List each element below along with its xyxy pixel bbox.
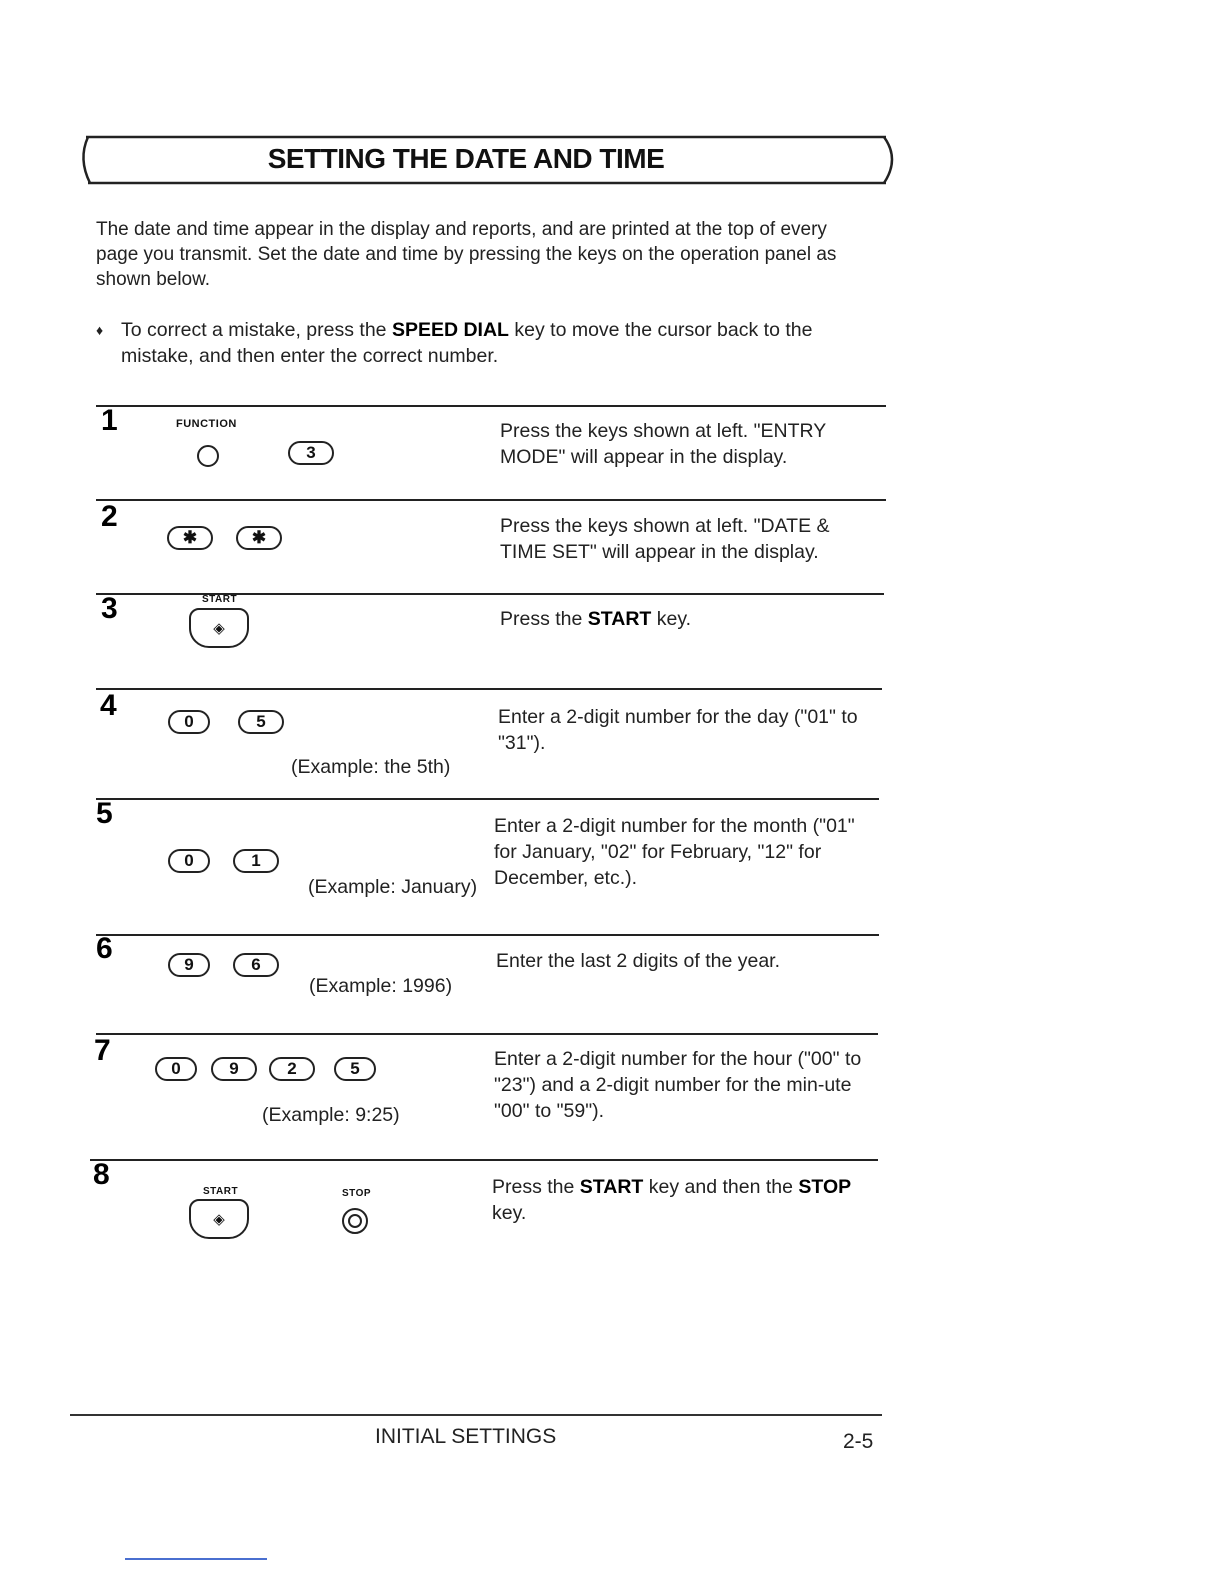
step-description: Enter a 2-digit number for the hour ("00" to "23") and a 2-digit number for the min-ute "00" to "59"). xyxy=(494,1048,862,1122)
key-5-icon: 5 xyxy=(334,1057,376,1081)
step-divider xyxy=(96,688,882,690)
function-key-label: FUNCTION xyxy=(176,418,237,430)
key-3-icon: 3 xyxy=(288,441,334,465)
key-0-icon: 0 xyxy=(168,849,210,873)
asterisk-key-icon: ✱ xyxy=(236,526,282,550)
step-divider xyxy=(96,934,879,936)
tip-text: To correct a mistake, press the SPEED DIAL key to move the cursor back to the mistake, and then enter the correct number. xyxy=(121,319,813,367)
example-note: (Example: 1996) xyxy=(309,975,453,997)
step-divider xyxy=(96,798,879,800)
example-note: (Example: the 5th) xyxy=(291,756,451,778)
intro-paragraph: The date and time appear in the display and reports, and are printed at the top of every page you transmit. Set the date and time by pressing the keys on the operation panel as shown below. xyxy=(96,219,837,290)
page-number: 2-5 xyxy=(843,1430,874,1453)
step-number: 1 xyxy=(101,404,118,437)
start-key-label: START xyxy=(202,594,238,605)
step-number: 5 xyxy=(96,797,113,830)
step-number: 6 xyxy=(96,932,113,965)
stop-key-icon xyxy=(342,1208,368,1234)
step-description: Enter the last 2 digits of the year. xyxy=(496,950,780,972)
footer-section-title: INITIAL SETTINGS xyxy=(375,1425,557,1448)
key-5-icon: 5 xyxy=(238,710,284,734)
step-number: 8 xyxy=(93,1158,110,1191)
step-number: 3 xyxy=(101,592,118,625)
step-description: Press the keys shown at left. "DATE & TIME SET" will appear in the display. xyxy=(500,515,830,563)
example-note: (Example: January) xyxy=(308,876,478,898)
speed-dial-key-name: SPEED DIAL xyxy=(391,319,509,341)
step-number: 2 xyxy=(101,500,118,533)
stop-key-label: STOP xyxy=(342,1188,372,1199)
tip-bullet xyxy=(96,317,866,369)
title-bar xyxy=(76,133,898,189)
key-9-icon: 9 xyxy=(168,953,210,977)
asterisk-key-icon: ✱ xyxy=(167,526,213,550)
key-1-icon: 1 xyxy=(233,849,279,873)
step-description: Enter a 2-digit number for the day ("01" to "31"). xyxy=(498,706,858,754)
step-divider xyxy=(96,499,886,501)
step-number: 4 xyxy=(100,689,117,722)
page-title: SETTING THE DATE AND TIME xyxy=(267,143,665,174)
key-0-icon: 0 xyxy=(168,710,210,734)
step-description: Press the keys shown at left. "ENTRY MODE" will appear in the display. xyxy=(500,420,826,468)
key-2-icon: 2 xyxy=(269,1057,315,1081)
key-6-icon: 6 xyxy=(233,953,279,977)
start-key-icon: ◈ xyxy=(189,608,249,648)
start-key-label: START xyxy=(203,1186,239,1197)
example-note: (Example: 9:25) xyxy=(262,1104,400,1126)
step-description: Press the START key and then the STOP key. xyxy=(492,1176,852,1224)
bullet-diamond-icon: ♦ xyxy=(96,322,104,338)
scan-mark-line xyxy=(125,1558,267,1560)
step-divider xyxy=(96,1033,878,1035)
step-description: Enter a 2-digit number for the month ("01" for January, "02" for February, "12" for December, etc.). xyxy=(494,815,855,889)
key-0-icon: 0 xyxy=(155,1057,197,1081)
step-divider xyxy=(90,1159,878,1161)
function-key-icon xyxy=(197,445,219,467)
key-9-icon: 9 xyxy=(211,1057,257,1081)
step-description: Press the START key. xyxy=(500,608,692,630)
step-number: 7 xyxy=(94,1034,111,1067)
step-divider xyxy=(96,405,886,407)
start-key-icon: ◈ xyxy=(189,1199,249,1239)
footer-divider xyxy=(70,1414,882,1416)
